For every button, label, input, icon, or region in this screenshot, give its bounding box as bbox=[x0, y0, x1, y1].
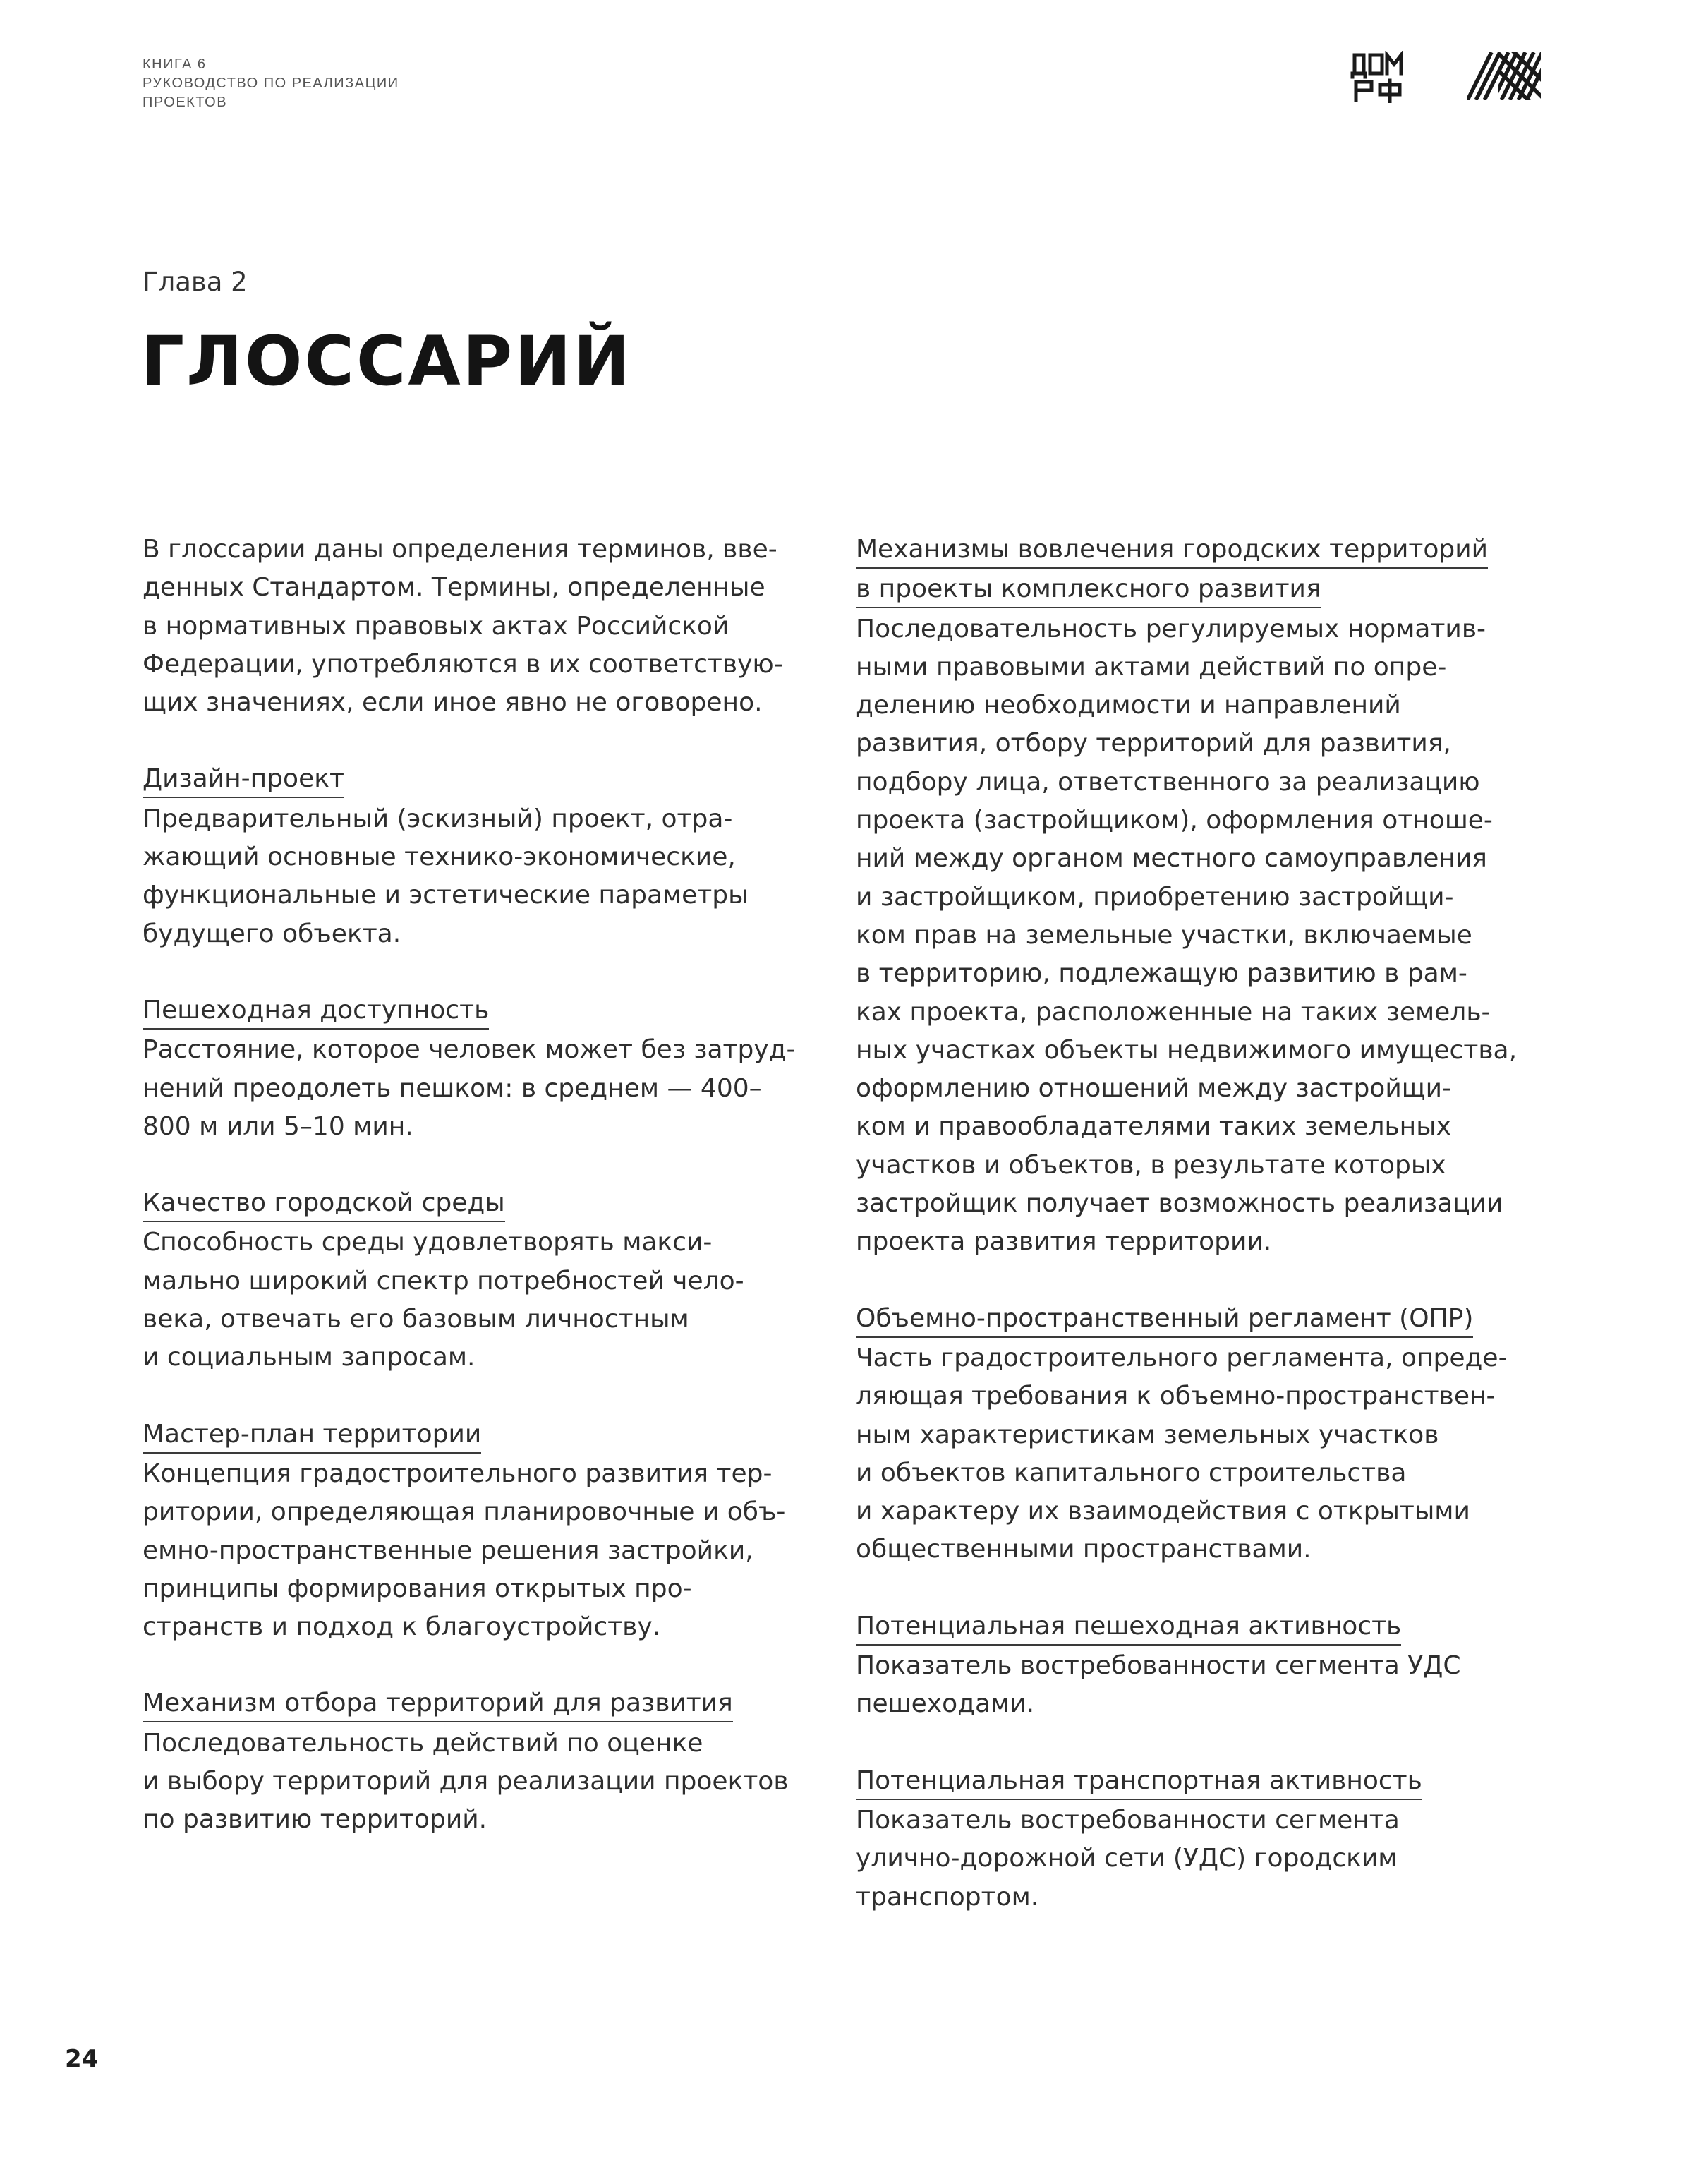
glossary-definition bbox=[143, 1031, 834, 1146]
term-line: Потенциальная транспортная активность bbox=[856, 1763, 1422, 1800]
right-column bbox=[856, 531, 1547, 1955]
definition-line: 800 м или 5–10 мин. bbox=[143, 1111, 413, 1141]
definition-line: странств и подход к благоустройству. bbox=[143, 1612, 661, 1642]
glossary-term bbox=[143, 760, 834, 799]
glossary-definition bbox=[856, 1339, 1547, 1569]
term-line: Объемно-пространственный регламент (ОПР) bbox=[856, 1301, 1473, 1338]
running-head-line: РУКОВОДСТВО ПО РЕАЛИЗАЦИИ bbox=[143, 76, 399, 91]
term-line: Механизмы вовлечения городских территорий bbox=[856, 532, 1488, 569]
intro-line: В глоссарии даны определения терминов, вве- bbox=[143, 535, 777, 564]
definition-line: ными правовыми актами действий по опре- bbox=[856, 652, 1447, 682]
definition-line: и застройщиком, приобретению застройщи- bbox=[856, 882, 1454, 912]
running-head bbox=[143, 55, 399, 112]
intro-line: в нормативных правовых актах Российской bbox=[143, 611, 729, 641]
definition-line: Последовательность действий по оценке bbox=[143, 1728, 703, 1758]
definition-line: делению необходимости и направлений bbox=[856, 691, 1401, 720]
glossary-entry bbox=[143, 991, 834, 1146]
definition-line: Концепция градостроительного развития тер- bbox=[143, 1459, 773, 1488]
definition-line: принципы формирования открытых про- bbox=[143, 1574, 692, 1603]
term-line: Пешеходная доступность bbox=[143, 993, 489, 1030]
intro-line: щих значениях, если иное явно не оговорено. bbox=[143, 688, 763, 718]
definition-line: застройщик получает возможность реализации bbox=[856, 1189, 1503, 1219]
definition-line: ных участках объекты недвижимого имущества, bbox=[856, 1035, 1518, 1065]
left-column bbox=[143, 531, 834, 1878]
definition-line: нений преодолеть пешком: в среднем — 400– bbox=[143, 1073, 762, 1103]
definition-line: Расстояние, которое человек может без затруд- bbox=[143, 1035, 796, 1065]
intro-line: денных Стандартом. Термины, определенные bbox=[143, 573, 765, 603]
term-line: Потенциальная пешеходная активность bbox=[856, 1609, 1401, 1646]
definition-line: Показатель востребованности сегмента bbox=[856, 1805, 1400, 1835]
definition-line: ным характеристикам земельных участков bbox=[856, 1420, 1439, 1449]
glossary-entry bbox=[143, 1684, 834, 1839]
term-line: Качество городской среды bbox=[143, 1185, 505, 1222]
term-line: Дизайн-проект bbox=[143, 761, 344, 798]
definition-line: Часть градостроительного регламента, опреде- bbox=[856, 1343, 1508, 1372]
definition-line: Способность среды удовлетворять макси- bbox=[143, 1228, 713, 1257]
intro-line: Федерации, употребляются в их соответствую- bbox=[143, 649, 783, 679]
glossary-entry bbox=[856, 531, 1547, 1262]
definition-line: оформлению отношений между застройщи- bbox=[856, 1074, 1452, 1104]
definition-line: участков и объектов, в результате которых bbox=[856, 1150, 1446, 1180]
chapter-title: ГЛОССАРИЙ bbox=[141, 322, 632, 401]
glossary-entry bbox=[856, 1607, 1547, 1724]
definition-line: транспортом. bbox=[856, 1882, 1039, 1912]
definition-line: улично-дорожной сети (УДС) городским bbox=[856, 1844, 1398, 1873]
definition-line: по развитию территорий. bbox=[143, 1805, 487, 1835]
definition-line: ках проекта, расположенные на таких земель- bbox=[856, 997, 1491, 1027]
glossary-term bbox=[856, 1762, 1547, 1801]
definition-line: подбору лица, ответственного за реализацию bbox=[856, 767, 1480, 797]
intro-paragraph bbox=[143, 531, 834, 722]
definition-line: емно-пространственные решения застройки, bbox=[143, 1535, 753, 1565]
definition-line: и объектов капитального строительства bbox=[856, 1458, 1407, 1487]
definition-line: Показатель востребованности сегмента УДС bbox=[856, 1651, 1461, 1681]
definition-line: ний между органом местного самоуправления bbox=[856, 844, 1487, 874]
definition-line: жающий основные технико-экономические, bbox=[143, 843, 736, 872]
glossary-term bbox=[143, 1684, 834, 1724]
glossary-entry bbox=[856, 1762, 1547, 1917]
page-number: 24 bbox=[65, 2045, 99, 2073]
definition-line: Последовательность регулируемых норматив- bbox=[856, 614, 1486, 644]
glossary-entry bbox=[856, 1300, 1547, 1569]
glossary-term bbox=[856, 1607, 1547, 1647]
definition-line: века, отвечать его базовым личностным bbox=[143, 1305, 689, 1334]
term-line: в проекты комплексного развития bbox=[856, 572, 1321, 608]
definition-line: и выбору территорий для реализации проектов bbox=[143, 1767, 789, 1797]
glossary-term bbox=[856, 531, 1547, 610]
glossary-definition bbox=[143, 1455, 834, 1646]
glossary-definition bbox=[143, 1725, 834, 1840]
glossary-definition bbox=[856, 1647, 1547, 1724]
definition-line: ком прав на земельные участки, включаемые bbox=[856, 920, 1472, 950]
glossary-term bbox=[143, 991, 834, 1031]
glossary-entry bbox=[143, 760, 834, 953]
definition-line: будущего объекта. bbox=[143, 919, 401, 948]
chapter-label: Глава 2 bbox=[143, 267, 248, 297]
glossary-definition bbox=[143, 800, 834, 953]
definition-line: функциональные и эстетические параметры bbox=[143, 881, 749, 910]
definition-line: пешеходами. bbox=[856, 1689, 1035, 1719]
glossary-term bbox=[143, 1416, 834, 1455]
glossary-entry bbox=[143, 1184, 834, 1377]
glossary-term bbox=[856, 1300, 1547, 1339]
glossary-definition bbox=[856, 610, 1547, 1262]
definition-line: ляющая требования к объемно-пространствен- bbox=[856, 1382, 1496, 1411]
definition-line: проекта (застройщиком), оформления отноше- bbox=[856, 806, 1493, 835]
definition-line: и социальным запросам. bbox=[143, 1343, 476, 1372]
definition-line: ком и правообладателями таких земельных bbox=[856, 1112, 1451, 1142]
definition-line: мально широкий спектр потребностей чело- bbox=[143, 1266, 744, 1296]
glossary-definition bbox=[856, 1801, 1547, 1917]
term-line: Механизм отбора территорий для развития bbox=[143, 1686, 733, 1722]
running-head-line: КНИГА 6 bbox=[143, 56, 207, 72]
glossary-term bbox=[143, 1184, 834, 1224]
definition-line: в территорию, подлежащую развитию в рам- bbox=[856, 959, 1467, 989]
glossary-entry bbox=[143, 1416, 834, 1647]
definition-line: Предварительный (эскизный) проект, отра- bbox=[143, 804, 733, 833]
hatched-pattern-logo-icon bbox=[1467, 52, 1541, 100]
definition-line: и характеру их взаимодействия с открытыми bbox=[856, 1497, 1470, 1526]
definition-line: ритории, определяющая планировочные и объ- bbox=[143, 1497, 786, 1527]
dom-rf-logo-icon bbox=[1350, 51, 1404, 103]
definition-line: проекта развития территории. bbox=[856, 1227, 1272, 1257]
definition-line: общественными пространствами. bbox=[856, 1535, 1312, 1564]
definition-line: развития, отбору территорий для развития, bbox=[856, 729, 1451, 759]
running-head-line: ПРОЕКТОВ bbox=[143, 95, 228, 110]
term-line: Мастер-план территории bbox=[143, 1417, 481, 1454]
glossary-definition bbox=[143, 1224, 834, 1377]
